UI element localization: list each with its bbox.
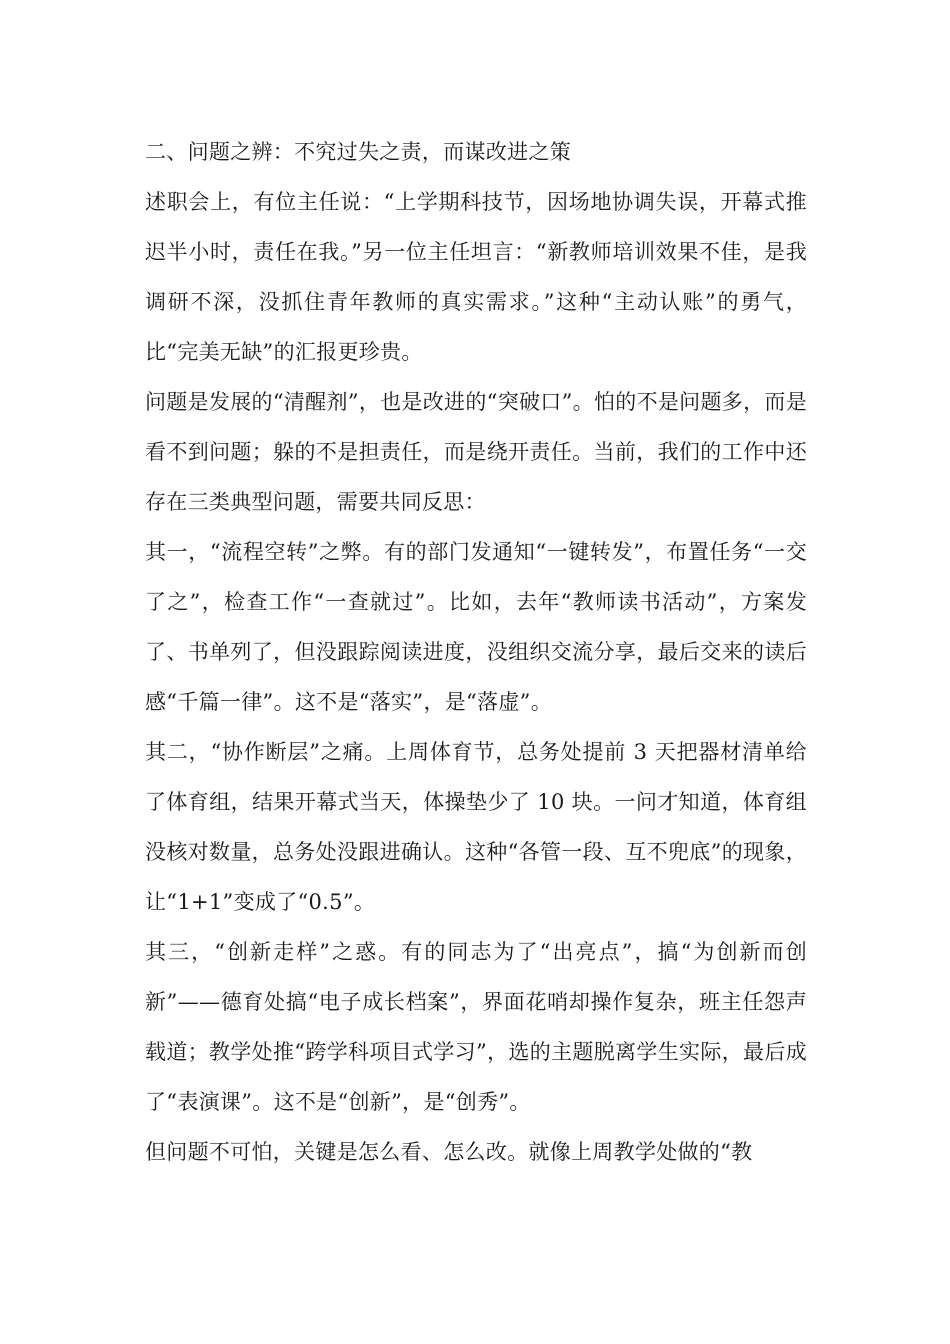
paragraph-review-meeting: 述职会上，有位主任说：“上学期科技节，因场地协调失误，开幕式推迟半小时，责任在我。”另一位主任坦言：“新教师培训效果不佳，是我调研不深，没抓住青年教师的真实需求。”这种“主动认账”的勇气，比“完美无缺”的汇报更珍贵。 bbox=[145, 190, 807, 364]
paragraph-issue-three: 其三，“创新走样”之惑。有的同志为了“出亮点”，搞“为创新而创新”——德育处搞“电子成长档案”，界面花哨却操作复杂，班主任怨声载道；教学处推“跨学科项目式学习”，选的主题脱离学生实际，最后成了“表演课”。这不是“创新”，是“创秀”。 bbox=[145, 940, 807, 1114]
paragraph-issue-one: 其一，“流程空转”之弊。有的部门发通知“一键转发”，布置任务“一交了之”，检查工作“一查就过”。比如，去年“教师读书活动”，方案发了、书单列了，但没跟踪阅读进度，没组织交流分享，最后交来的读后感“千篇一律”。这不是“落实”，是“落虚”。 bbox=[145, 540, 807, 714]
paragraph-problem-intro: 问题是发展的“清醒剂”，也是改进的“突破口”。怕的不是问题多，而是看不到问题；躲的不是担责任，而是绕开责任。当前，我们的工作中还存在三类典型问题，需要共同反思： bbox=[145, 390, 807, 514]
section-heading: 二、问题之辨：不究过失之责，而谋改进之策 bbox=[145, 140, 571, 164]
paragraph-closing: 但问题不可怕，关键是怎么看、怎么改。就像上周教学处做的“教 bbox=[145, 1140, 753, 1164]
document-body bbox=[145, 127, 807, 1177]
paragraph-issue-two: 其二，“协作断层”之痛。上周体育节，总务处提前 3 天把器材清单给了体育组，结果开幕式当天，体操垫少了 10 块。一问才知道，体育组没核对数量，总务处没跟进确认。这种“各管一段、互不兜底”的现象，让“1+1”变成了“0.5”。 bbox=[145, 740, 807, 914]
